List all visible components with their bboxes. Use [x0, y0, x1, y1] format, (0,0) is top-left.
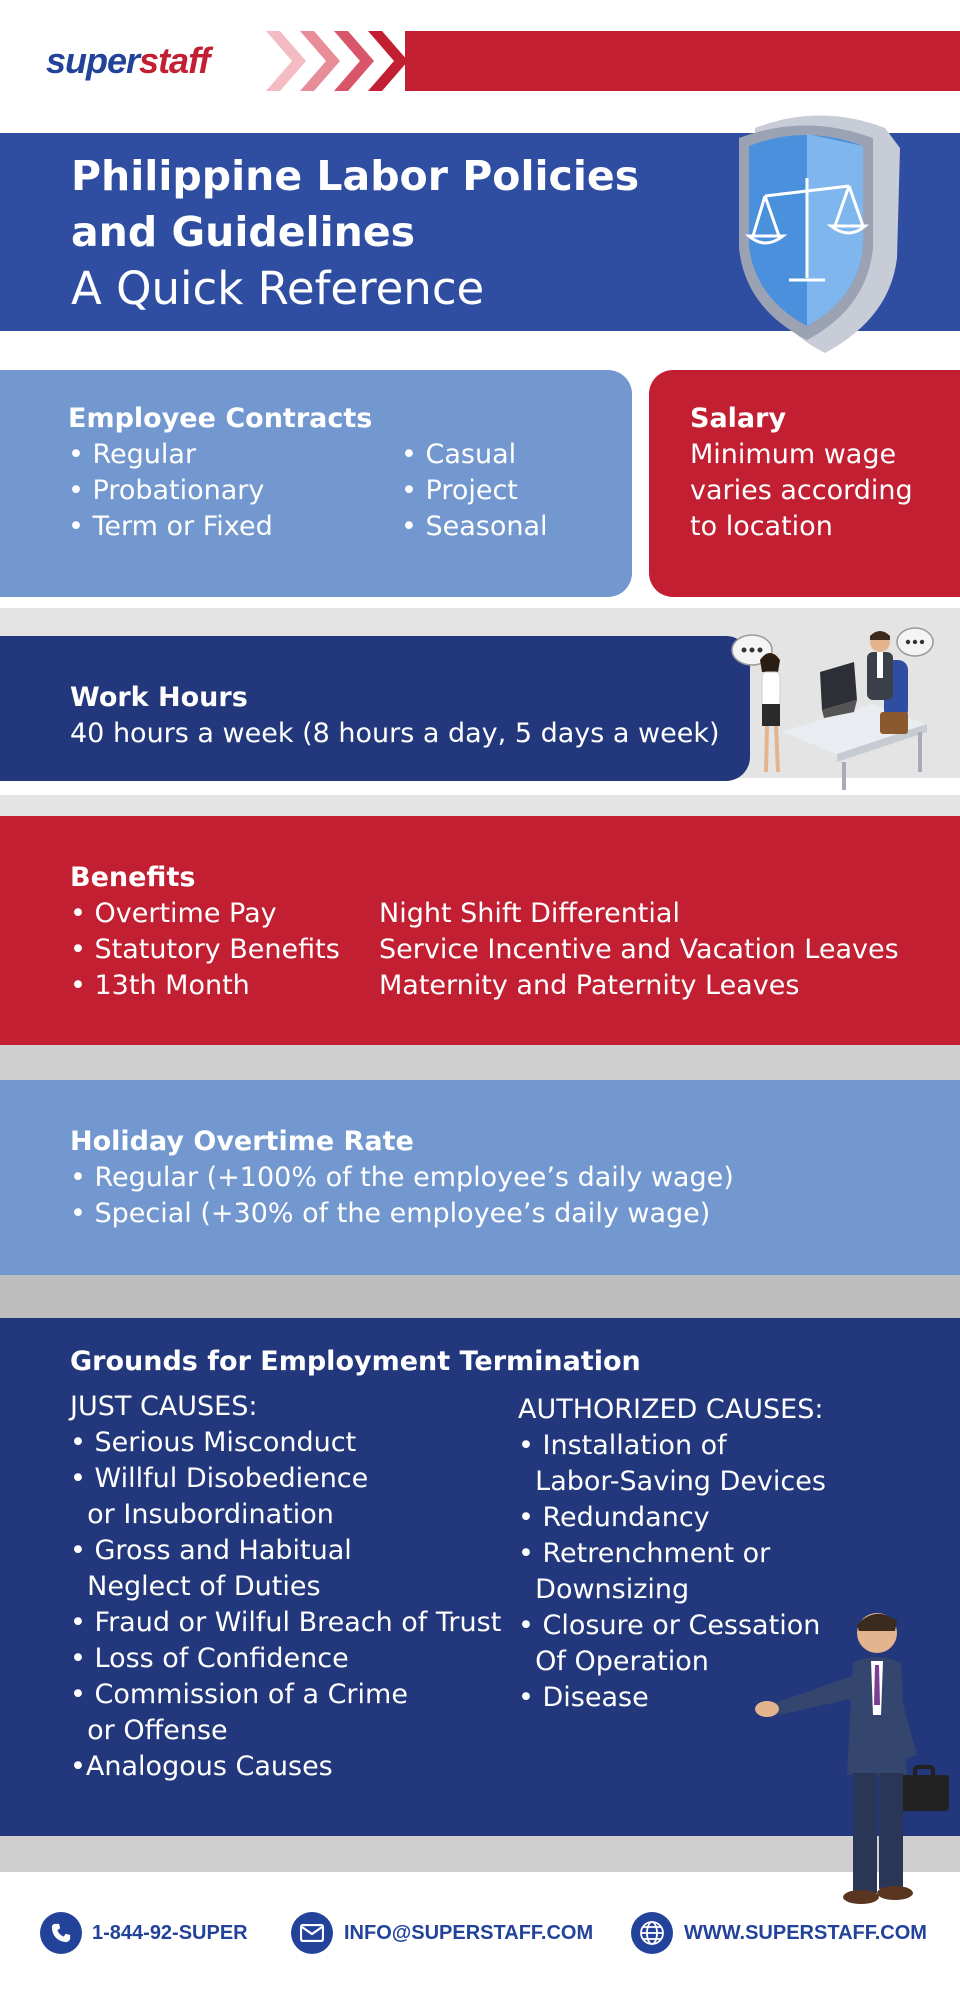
page-subtitle: A Quick Reference — [71, 262, 485, 315]
salary-text: varies according — [690, 475, 913, 506]
salary-heading: Salary — [690, 403, 787, 434]
superstaff-logo: superstaff — [46, 40, 210, 81]
list-item: • Probationary — [68, 475, 265, 506]
list-item: •Analogous Causes — [70, 1751, 333, 1782]
list-item: • Statutory Benefits — [70, 934, 340, 965]
termination-heading: Grounds for Employment Termination — [70, 1346, 641, 1377]
list-item: Of Operation — [518, 1646, 709, 1677]
header-bar — [405, 31, 960, 91]
divider — [0, 1275, 960, 1318]
salary-text: to location — [690, 511, 833, 542]
list-item: • Gross and Habitual — [70, 1535, 352, 1566]
list-item: or Offense — [70, 1715, 228, 1746]
list-item: • Regular — [68, 439, 197, 470]
list-item: • 13th Month — [70, 970, 250, 1001]
just-causes-heading: JUST CAUSES: — [70, 1391, 258, 1422]
list-item: • Casual — [401, 439, 517, 470]
work-hours-heading: Work Hours — [70, 682, 248, 713]
list-item: • Installation of — [518, 1430, 727, 1461]
benefits-heading: Benefits — [70, 862, 196, 893]
phone-number[interactable]: 1-844-92-SUPER — [92, 1922, 248, 1944]
chevron-icon — [368, 31, 408, 91]
list-item: • Regular (+100% of the employee’s daily wage) — [70, 1162, 734, 1193]
list-item: • Project — [401, 475, 518, 506]
authorized-causes-heading: AUTHORIZED CAUSES: — [518, 1394, 824, 1425]
list-item: Downsizing — [518, 1574, 690, 1605]
list-item: or Insubordination — [70, 1499, 334, 1530]
list-item: • Serious Misconduct — [70, 1427, 357, 1458]
list-item: • Special (+30% of the employee’s daily wage) — [70, 1198, 711, 1229]
contracts-heading: Employee Contracts — [68, 403, 373, 434]
list-item: • Willful Disobedience — [70, 1463, 369, 1494]
list-item: • Disease — [518, 1682, 649, 1713]
shield-scales-icon — [725, 108, 915, 362]
benefits-band — [0, 816, 960, 1045]
globe-icon[interactable] — [631, 1912, 673, 1954]
website-link[interactable]: WWW.SUPERSTAFF.COM — [684, 1922, 927, 1944]
office-workers-illustration — [722, 612, 942, 801]
salary-text: Minimum wage — [690, 439, 897, 470]
phone-icon[interactable] — [40, 1912, 82, 1954]
divider — [0, 1045, 960, 1080]
email-icon[interactable] — [291, 1912, 333, 1954]
list-item: • Term or Fixed — [68, 511, 273, 542]
list-item: • Fraud or Wilful Breach of Trust — [70, 1607, 502, 1638]
page-title-line2: and Guidelines — [71, 208, 416, 256]
holiday-heading: Holiday Overtime Rate — [70, 1126, 414, 1157]
list-item: Maternity and Paternity Leaves — [379, 970, 800, 1001]
list-item: • Overtime Pay — [70, 898, 277, 929]
list-item: Neglect of Duties — [70, 1571, 321, 1602]
list-item: • Commission of a Crime — [70, 1679, 408, 1710]
list-item: • Redundancy — [518, 1502, 710, 1533]
list-item: • Closure or Cessation — [518, 1610, 821, 1641]
list-item: Night Shift Differential — [379, 898, 680, 929]
businessman-illustration — [735, 1605, 960, 1914]
list-item: Service Incentive and Vacation Leaves — [379, 934, 899, 965]
email-address[interactable]: INFO@SUPERSTAFF.COM — [344, 1922, 594, 1944]
list-item: Labor-Saving Devices — [518, 1466, 826, 1497]
list-item: • Retrenchment or — [518, 1538, 771, 1569]
work-hours-text: 40 hours a week (8 hours a day, 5 days a week) — [70, 718, 720, 749]
page-title-line1: Philippine Labor Policies — [71, 152, 640, 200]
list-item: • Loss of Confidence — [70, 1643, 349, 1674]
list-item: • Seasonal — [401, 511, 548, 542]
